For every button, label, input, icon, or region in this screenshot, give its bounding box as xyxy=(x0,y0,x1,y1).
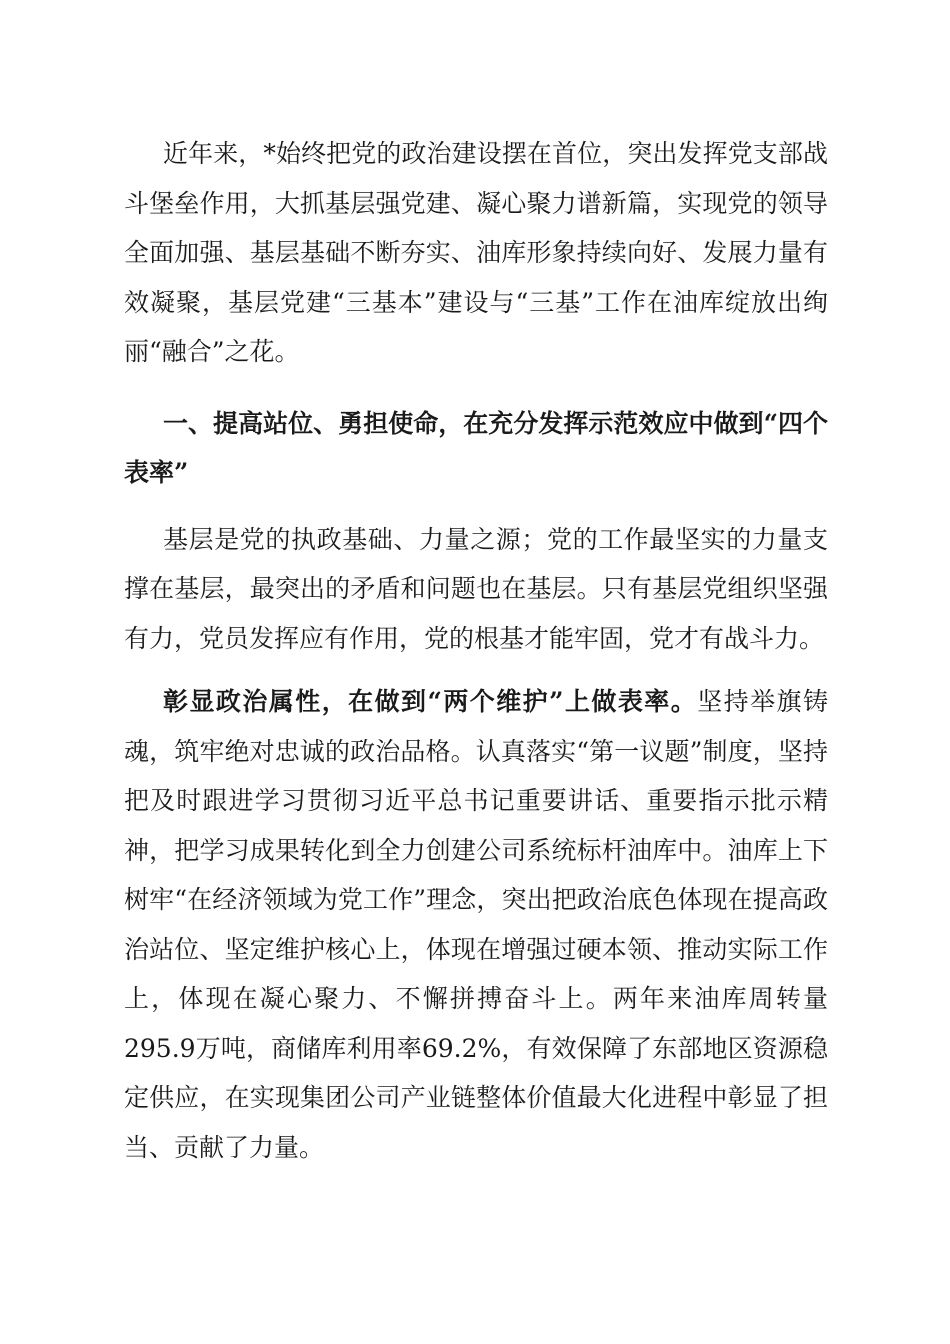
section-paragraph-with-lead xyxy=(124,677,828,1172)
intro-paragraph: 近年来，*始终把党的政治建设摆在首位，突出发挥党支部战斗堡垒作用，大抓基层强党建、凝心聚力谱新篇，实现党的领导全面加强、基层基础不断夯实、油库形象持续向好、发展力量有效凝聚，基层党建“三基本”建设与“三基”工作在油库绽放出绚丽“融合”之花。 xyxy=(124,139,828,366)
paragraph-lead-text: 彰显政治属性，在做到“两个维护”上做表率。 xyxy=(163,687,698,716)
paragraph-body-text: 坚持举旗铸魂，筑牢绝对忠诚的政治品格。认真落实“第一议题”制度，坚持把及时跟进学习贯彻习近平总书记重要讲话、重要指示批示精神，把学习成果转化到全力创建公司系统标杆油库中。油库上下树牢“在经济领域为党工作”理念，突出把政治底色体现在提高政治站位、坚定维护核心上，体现在增强过硬本领、推动实际工作上，体现在凝心聚力、不懈拼搏奋斗上。两年来油库周转量295.9万吨，商储库利用率69.2%，有效保障了东部地区资源稳定供应，在实现集团公司产业链整体价值最大化进程中彰显了担当、贡献了力量。 xyxy=(124,687,828,1162)
section-paragraph: 基层是党的执政基础、力量之源；党的工作最坚实的力量支撑在基层，最突出的矛盾和问题也在基层。只有基层党组织坚强有力，党员发挥应有作用，党的根基才能牢固，党才有战斗力。 xyxy=(124,524,828,653)
section-heading: 一、提高站位、勇担使命，在充分发挥示范效应中做到“四个表率” xyxy=(124,408,828,487)
document-body xyxy=(124,129,828,1172)
